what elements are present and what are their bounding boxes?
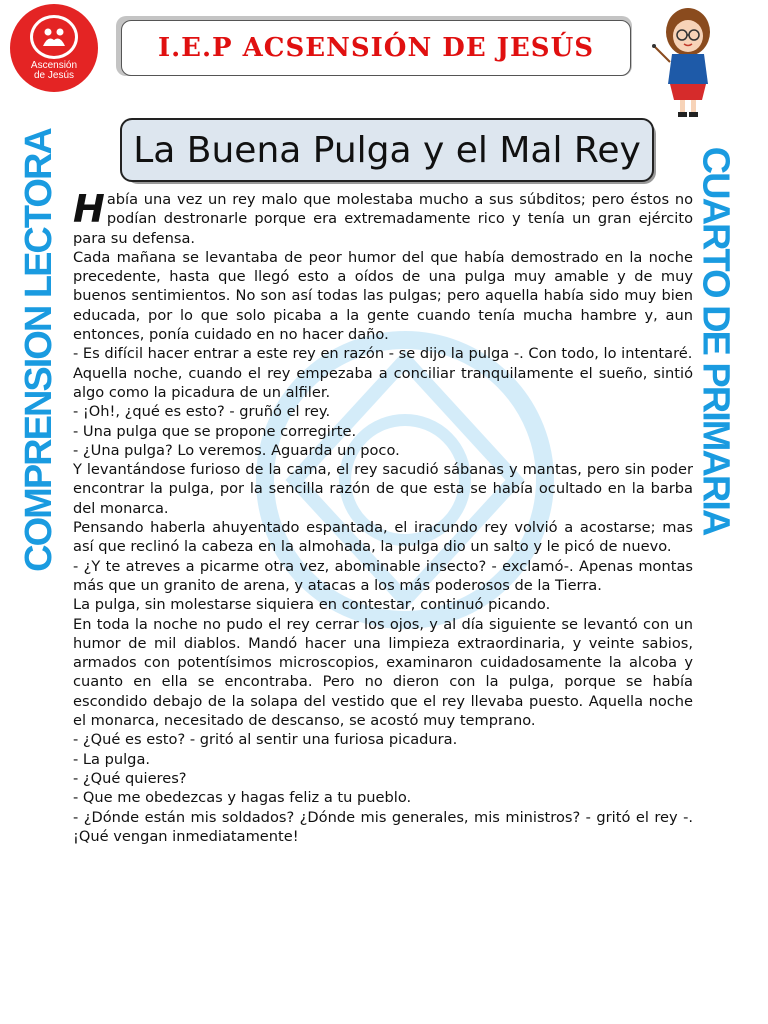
story-body (73, 187, 693, 846)
story-paragraph: Cada mañana se levantaba de peor humor del que había demostrado en la noche precedente, hasta que llegó esto a oídos de una pulga muy amable y de muy buenos sentimientos. No son así todas las pulgas; pero aquella había sido muy bien educada, por lo que solo picaba a la gente cuando tenía mucha hambre y, aun entonces, ponía cuidado en no hacer daño. (73, 248, 693, 344)
story-paragraph: - ¿Y te atreves a picarme otra vez, abominable insecto? - exclamó-. Apenas montas más que un granito de arena, y atacas a los más poderosos de la Tierra. (73, 557, 693, 594)
story-paragraph: - ¿Qué quieres? (73, 769, 187, 787)
side-label-left (14, 128, 64, 572)
story-paragraph: Aquella noche, cuando el rey empezaba a conciliar tranquilamente el sueño, sintió algo como la picadura de un alfiler. (73, 364, 693, 401)
logo-text-line1: Ascensión (30, 60, 78, 71)
story-paragraph: - Una pulga que se propone corregirte. (73, 422, 357, 440)
logo-emblem-icon (30, 15, 78, 59)
story-paragraph: Pensando haberla ahuyentado espantada, el iracundo rey volvió a acostarse; mas así que reclinó la cabeza en la almohada, la pulga dio un salto y le picó de nuevo. (73, 519, 693, 556)
story-paragraph: - ¿Una pulga? Lo veremos. Aguarda un poco. (73, 441, 400, 459)
logo-text-line2: de Jesús (33, 70, 75, 81)
story-paragraph: - ¿Qué es esto? - gritó al sentir una furiosa picadura. (73, 731, 458, 749)
side-label-right-text: CUARTO DE PRIMARIA (694, 146, 737, 534)
drop-cap: H (73, 187, 105, 231)
story-paragraph: - Que me obedezcas y hagas feliz a tu pueblo. (73, 789, 412, 807)
story-paragraph: - La pulga. (73, 750, 151, 768)
school-name: I.E.P ACSENSIÓN DE JESÚS (157, 33, 595, 63)
story-title: La Buena Pulga y el Mal Rey (133, 129, 641, 171)
school-logo-icon (10, 4, 98, 92)
story-paragraph: En toda la noche no pudo el rey cerrar los ojos, y al día siguiente se levantó con un humor de mil diablos. Mandó hacer una limpieza extraordinaria, y veinte sabios, armados con potentísimos microscopios, examinaron cuidadosamente la alcoba y cuanto en ella se encontraba. Pero no dieron con la pulga, porque se había escondido debajo de la solapa del vestido que el rey llevaba puesto. Aquella noche el monarca, necesitado de descanso, se acostó muy temprano. (73, 615, 693, 730)
children-icon (41, 26, 67, 48)
story-paragraph: La pulga, sin molestarse siquiera en contestar, continuó picando. (73, 596, 551, 614)
story-paragraph: Y levantándose furioso de la cama, el rey sacudió sábanas y mantas, pero sin poder encontrar la pulga, por la sencilla razón de que esta se había ocultado en la barba del monarca. (73, 461, 693, 517)
side-label-left-text: COMPRENSION LECTORA (17, 128, 60, 572)
teacher-illustration-icon (650, 2, 720, 122)
title-box (120, 118, 654, 182)
header-box (121, 20, 631, 76)
story-paragraph: - ¿Dónde están mis soldados? ¿Dónde mis generales, mis ministros? - gritó el rey -. ¡Qué vengan inmediatamente! (73, 808, 693, 845)
story-first-paragraph: abía una vez un rey malo que molestaba mucho a sus súbditos; pero éstos no podían destronarle porque era extremadamente rico y tenía un gran ejército para su defensa. (73, 191, 693, 247)
story-paragraph: - ¡Oh!, ¿qué es esto? - gruñó el rey. (73, 403, 331, 421)
story-paragraph: - Es difícil hacer entrar a este rey en razón - se dijo la pulga -. Con todo, lo intentaré. (73, 345, 693, 363)
side-label-right (690, 146, 740, 534)
story-paragraph (73, 187, 693, 248)
school-logo (8, 4, 102, 94)
